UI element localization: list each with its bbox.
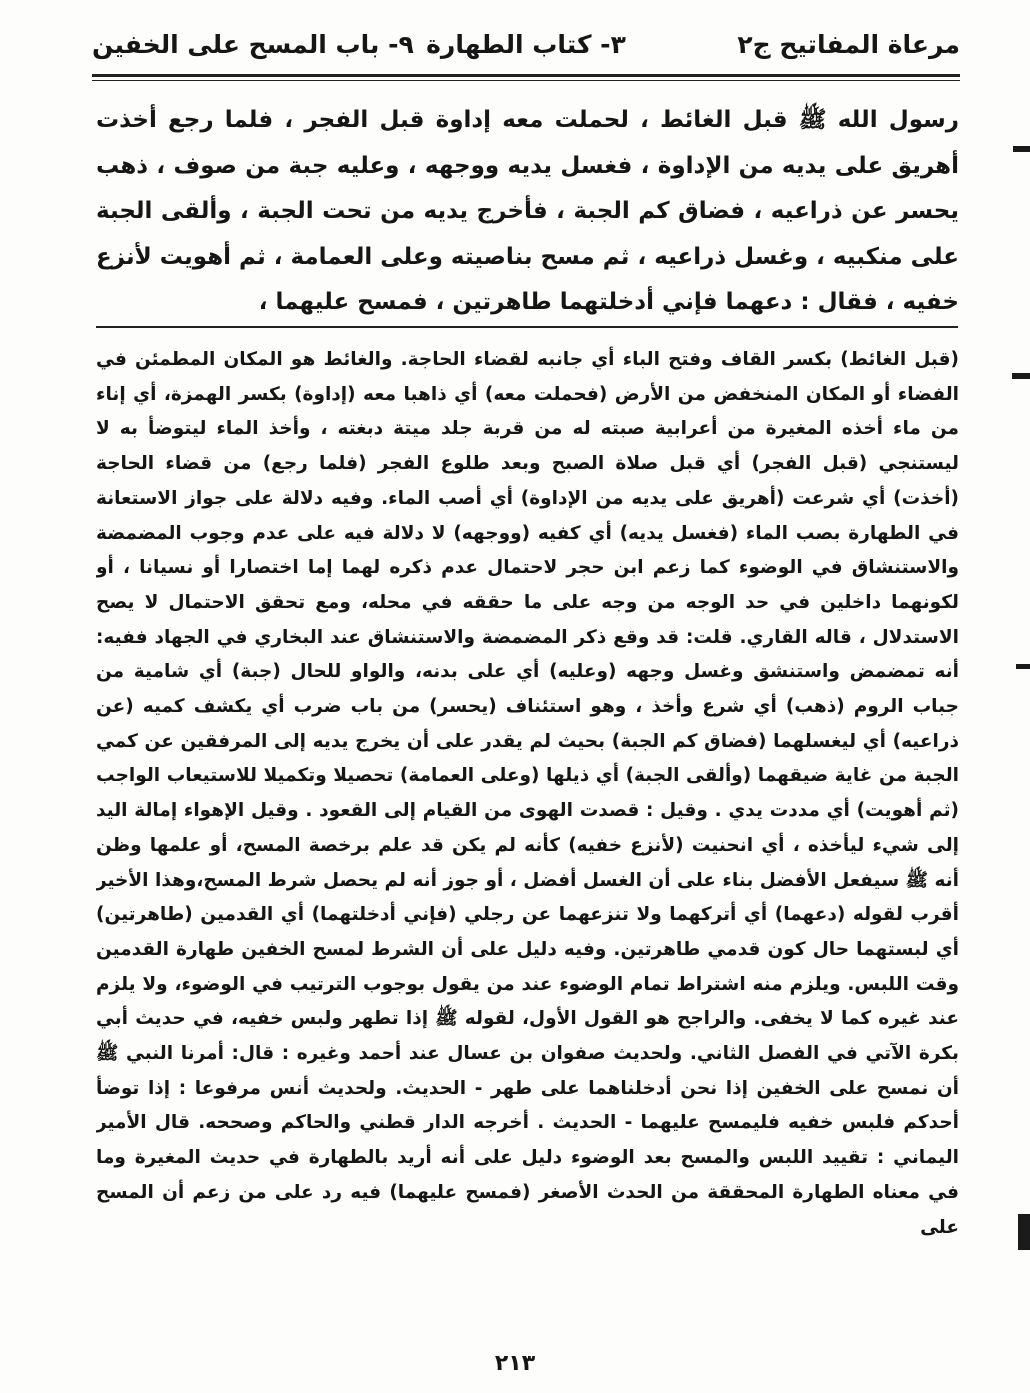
scan-mark	[1016, 664, 1030, 669]
header-section: ٩- باب المسح على الخفين	[92, 30, 414, 59]
section-divider	[96, 326, 958, 328]
header-rule-thin	[92, 80, 960, 81]
running-header	[92, 22, 960, 72]
commentary-text: (قبل الغائط) بكسر القاف وفتح الباء أي جانبه لقضاء الحاجة. والغائط هو المكان المطمئن في الفضاء أو المكان المنخفض من الأرض (فحملت معه) أي ذاهبا معه (إداوة) بكسر الهمزة، أي إناء من ماء أخذه المغيرة من أعرابية صبته له من قربة جلد ميتة دبغته ، وأخذ الماء ليتوضأ به لا ليستنجي (قبل الفجر) أي قبل صلاة الصبح وبعد طلوع الفجر (فلما رجع) من قضاء الحاجة (أخذت) أي شرعت (أهريق على يديه من الإداوة) أي أصب الماء. وفيه دلالة على جواز الاستعانة في الطهارة بصب الماء (فغسل يديه) أي كفيه (ووجهه) لا دلالة فيه على عدم وجوب المضمضة والاستنشاق في الوضوء كما زعم ابن حجر لاحتمال عدم ذكره لهما إما اختصارا أو نسيانا ، أو لكونهما داخلين في حد الوجه من وجه على ما حققه في محله، ومع تحقق الاحتمال لا يصح الاستدلال ، قاله القاري. قلت: قد وقع ذكر المضمضة والاستنشاق عند البخاري في الجهاد ففيه: أنه تمضمض واستنشق وغسل وجهه (وعليه) أي على بدنه، والواو للحال (جبة) أي شامية من جباب الروم (ذهب) أي شرع وأخذ ، وهو استئناف (يحسر) من باب ضرب أي يكشف كميه (عن ذراعيه) أي ليغسلهما (فضاق كم الجبة) بحيث لم يقدر على أن يخرج يديه إلى المرفقين عن كمي الجبة من غاية ضيقهما (وألقى الجبة) أي ذيلها (وعلى العمامة) تحصيلا وتكميلا للاستيعاب الواجب (ثم أهويت) أي مددت يدي . وقيل : قصدت الهوى من القيام إلى القعود . وقيل الإهواء إمالة اليد إلى شيء ليأخذه ، أي انحنيت (لأنزع خفيه) كأنه لم يكن قد علم برخصة المسح، أو علمها وظن أنه ﷺ سيفعل الأفضل بناء على أن الغسل أفضل ، أو جوز أنه لم يحصل شرط المسح،وهذا الأخير أقرب لقوله (دعهما) أي أتركهما ولا تنزعهما عن رجلي (فإني أدخلتهما) أي القدمين (طاهرتين) أي لبستهما حال كون قدمي طاهرتين. وفيه دليل على أن الشرط لمسح الخفين طهارة القدمين وقت اللبس. ويلزم منه اشتراط تمام الوضوء عند من يقول بوجوب الترتيب في الوضوء، ولا يلزم عند غيره كما لا يخفى. والراجح هو القول الأول، لقوله ﷺ إذا تطهر ولبس خفيه، في حديث أبي بكرة الآتي في الفصل الثاني. ولحديث صفوان بن عسال عند أحمد وغيره : قال: أمرنا النبي ﷺ أن نمسح على الخفين إذا نحن أدخلناهما على طهر - الحديث. ولحديث أنس مرفوعا : إذا توضأ أحدكم فلبس خفيه فليمسح عليهما - الحديث . أخرجه الدار قطني والحاكم وصححه. قال الأمير اليماني : تقييد اللبس والمسح بعد الوضوء دليل على أنه أريد بالطهارة في حديث المغيرة وما في معناه الطهارة المحققة من الحدث الأصغر (فمسح عليهما) فيه رد على من زعم أن المسح على	[96, 349, 959, 1238]
page-number: ٢١٣	[494, 1351, 536, 1376]
scan-mark	[1012, 373, 1030, 379]
scan-mark	[1018, 1214, 1030, 1250]
header-rule	[92, 74, 960, 77]
header-book-title: مرعاة المفاتيح ج٢	[737, 30, 960, 59]
scan-mark	[1013, 146, 1030, 152]
header-chapter: ٣- كتاب الطهارة	[426, 30, 626, 59]
hadith-text: رسول الله ﷺ قبل الغائط ، لحملت معه إداوة قبل الفجر ، فلما رجع أخذت أهريق على يديه من الإداوة ، فغسل يديه ووجهه ، وعليه جبة من صوف ، ذهب يحسر عن ذراعيه ، فضاق كم الجبة ، فأخرج يديه من تحت الجبة ، وألقى الجبة على منكبيه ، وغسل ذراعيه ، ثم مسح بناصيته وعلى العمامة ، ثم أهويت لأنزع خفيه ، فقال : دعهما فإني أدخلتهما طاهرتين ، فمسح عليهما ،	[96, 107, 959, 315]
